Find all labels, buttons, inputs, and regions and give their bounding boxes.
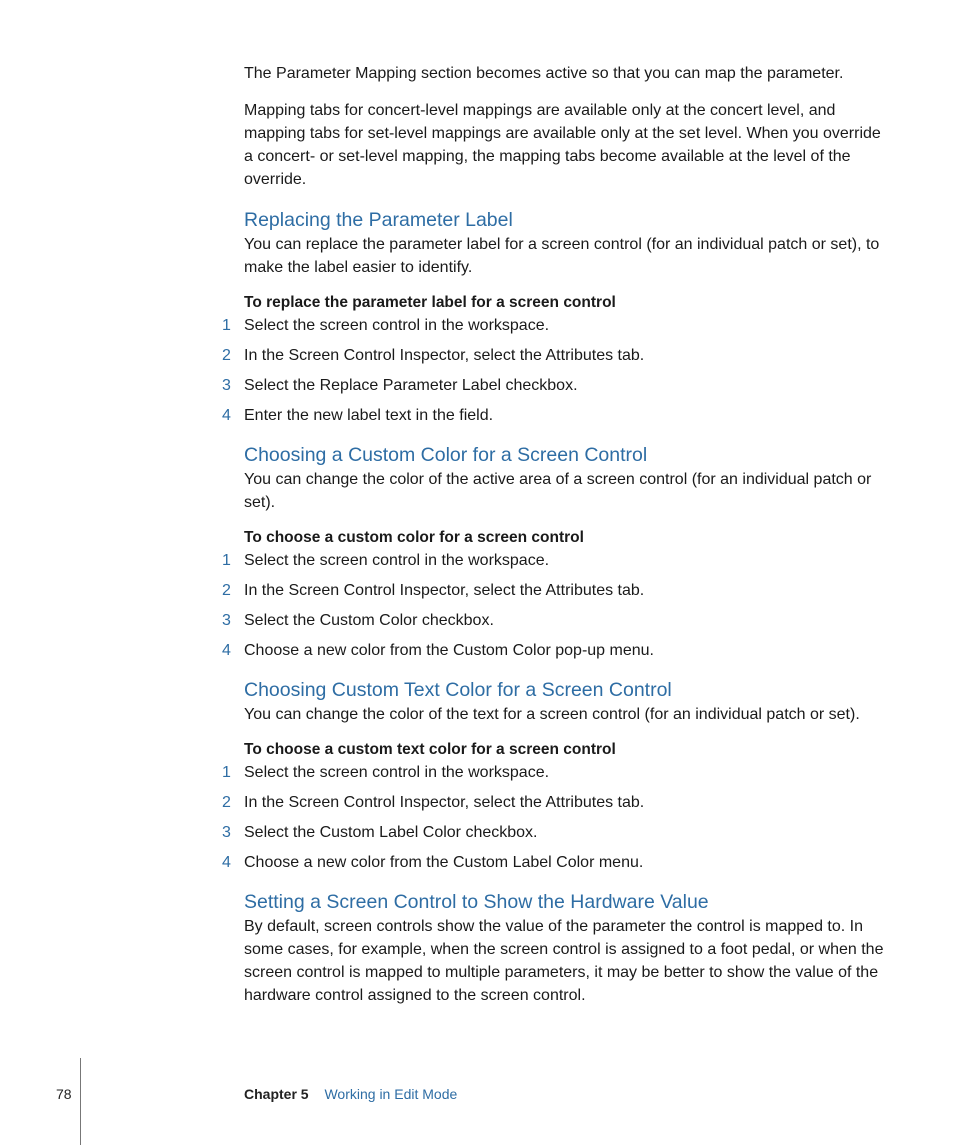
step-list	[222, 761, 884, 874]
step-item	[222, 821, 884, 844]
section-body: You can change the color of the text for a screen control (for an individual patch or set).	[244, 706, 860, 723]
step-number: 3	[222, 612, 231, 629]
section-body: By default, screen controls show the value of the parameter the control is mapped to. In some cases, for example, when the screen control is assigned to a foot pedal, or when the screen control is mapped to multiple parameters, it may be better to show the value of the hardware control assigned to the screen control.	[244, 918, 884, 1004]
intro-paragraph-1: The Parameter Mapping section becomes active so that you can map the parameter.	[244, 65, 844, 82]
footer-divider	[80, 1058, 81, 1145]
step-list	[222, 549, 884, 662]
chapter-footer	[244, 1086, 457, 1102]
section-heading: Choosing a Custom Color for a Screen Control	[244, 444, 648, 466]
step-item	[222, 344, 884, 367]
step-number: 1	[222, 552, 231, 569]
step-item	[222, 549, 884, 572]
step-text: Select the screen control in the workspace.	[244, 552, 550, 569]
step-item	[222, 609, 884, 632]
chapter-label: Chapter 5	[244, 1086, 309, 1102]
step-number: 3	[222, 377, 231, 394]
step-number: 2	[222, 794, 231, 811]
page-number: 78	[56, 1086, 72, 1102]
step-text: Select the Custom Label Color checkbox.	[244, 824, 538, 841]
step-number: 3	[222, 824, 231, 841]
step-text: In the Screen Control Inspector, select the Attributes tab.	[244, 347, 645, 364]
step-text: In the Screen Control Inspector, select the Attributes tab.	[244, 794, 645, 811]
step-item	[222, 314, 884, 337]
step-item	[222, 404, 884, 427]
section-heading: Replacing the Parameter Label	[244, 209, 513, 231]
step-text: Select the screen control in the workspace.	[244, 764, 550, 781]
step-text: Choose a new color from the Custom Label Color menu.	[244, 854, 644, 871]
page-content	[222, 62, 884, 1007]
step-number: 1	[222, 764, 231, 781]
step-text: Select the Replace Parameter Label checkbox.	[244, 377, 578, 394]
step-number: 2	[222, 347, 231, 364]
section-custom-color	[222, 442, 884, 662]
step-text: Select the Custom Color checkbox.	[244, 612, 494, 629]
step-item	[222, 791, 884, 814]
step-item	[222, 579, 884, 602]
section-heading: Choosing Custom Text Color for a Screen Control	[244, 679, 672, 701]
step-text: Choose a new color from the Custom Color pop-up menu.	[244, 642, 654, 659]
step-number: 4	[222, 407, 231, 424]
section-body: You can replace the parameter label for a screen control (for an individual patch or set), to make the label easier to identify.	[244, 236, 880, 276]
intro-paragraph-2: Mapping tabs for concert-level mappings are available only at the concert level, and mapping tabs for set-level mappings are available only at the set level. When you override a concert- or set-level mapping, the mapping tabs become available at the level of the override.	[244, 102, 881, 188]
step-text: In the Screen Control Inspector, select the Attributes tab.	[244, 582, 645, 599]
step-item	[222, 761, 884, 784]
section-replace-label	[222, 207, 884, 427]
step-number: 1	[222, 317, 231, 334]
step-item	[222, 639, 884, 662]
step-item	[222, 374, 884, 397]
step-number: 2	[222, 582, 231, 599]
chapter-title: Working in Edit Mode	[324, 1086, 458, 1102]
section-hardware-value	[244, 889, 884, 1007]
step-number: 4	[222, 854, 231, 871]
step-text: Select the screen control in the workspace.	[244, 317, 550, 334]
step-list	[222, 314, 884, 427]
procedure-title: To choose a custom color for a screen control	[244, 529, 584, 546]
section-custom-text-color	[222, 677, 884, 874]
step-number: 4	[222, 642, 231, 659]
step-text: Enter the new label text in the field.	[244, 407, 494, 424]
procedure-title: To choose a custom text color for a screen control	[244, 741, 616, 758]
step-item	[222, 851, 884, 874]
section-heading: Setting a Screen Control to Show the Hardware Value	[244, 891, 709, 913]
procedure-title: To replace the parameter label for a screen control	[244, 294, 616, 311]
section-body: You can change the color of the active area of a screen control (for an individual patch or set).	[244, 471, 872, 511]
